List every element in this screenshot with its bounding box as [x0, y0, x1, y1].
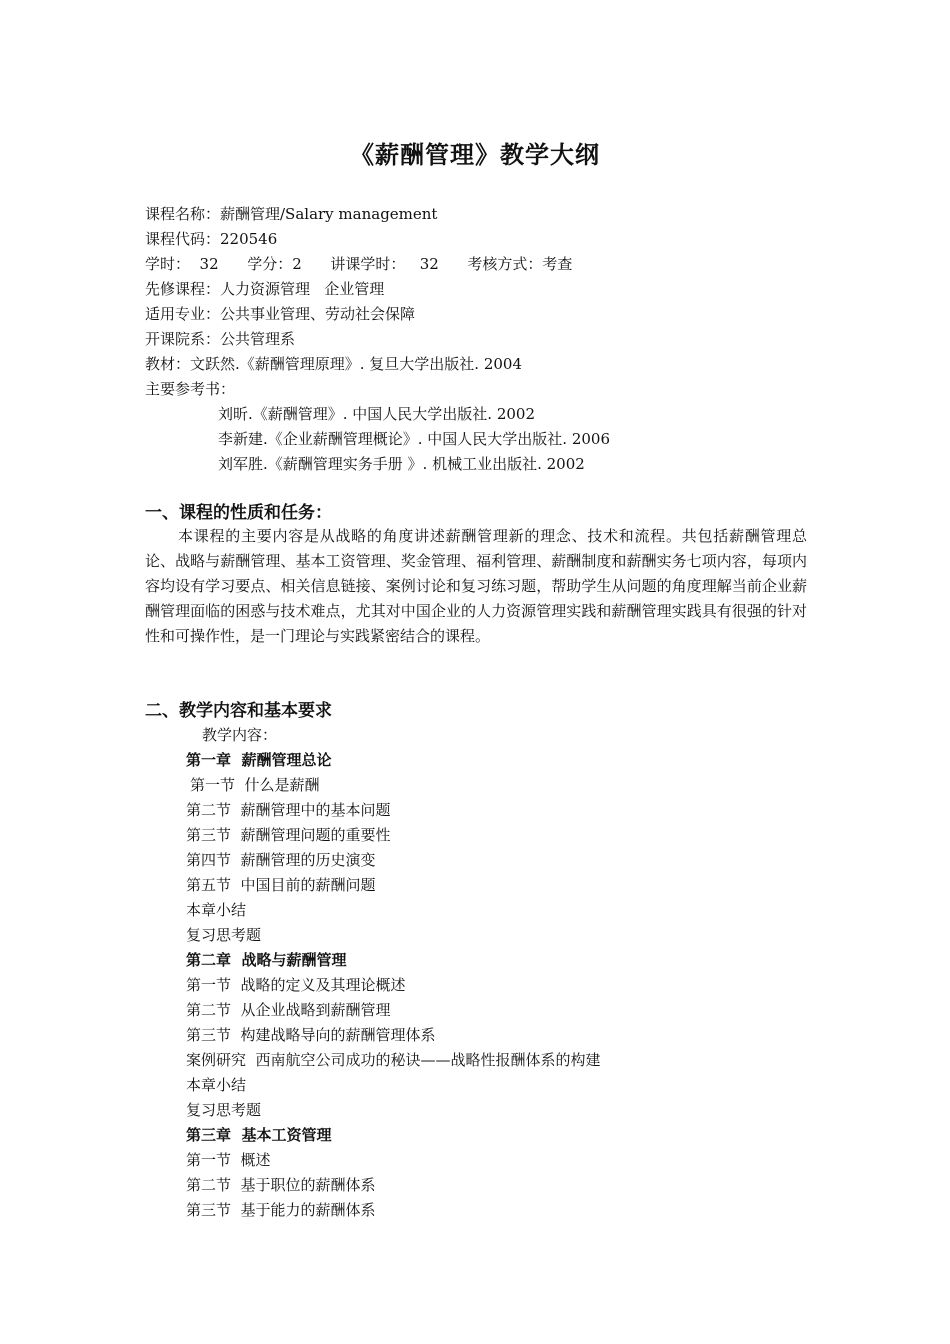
refs-label: 主要参考书：: [145, 380, 236, 398]
section-heading-content: 二、教学内容和基本要求: [145, 701, 332, 721]
course-info: [145, 202, 610, 477]
list-item: 第三节 基于能力的薪酬体系: [186, 1201, 376, 1219]
list-item: 第一节 什么是薪酬: [190, 776, 320, 794]
reference-item: 刘昕.《薪酬管理》. 中国人民大学出版社. 2002: [218, 405, 536, 423]
list-item: 第四节 薪酬管理的历史演变: [186, 851, 376, 869]
chapter-title: 第一章 薪酬管理总论: [186, 751, 332, 769]
applicable-majors: 适用专业：公共事业管理、劳动社会保障: [145, 305, 416, 323]
course-code: 课程代码：220546: [145, 230, 278, 248]
hours-credits: 学时： 32 学分：2 讲课学时： 32 考核方式：考查: [145, 255, 573, 273]
list-item: 本章小结: [186, 901, 247, 919]
chapter-title: 第二章 战略与薪酬管理: [186, 951, 347, 969]
reference-item: 李新建.《企业薪酬管理概论》. 中国人民大学出版社. 2006: [218, 430, 611, 448]
content-subheading: 教学内容：: [202, 726, 278, 744]
section-heading-nature: 一、课程的性质和任务：: [145, 503, 332, 523]
list-item: 第三节 构建战略导向的薪酬管理体系: [186, 1026, 436, 1044]
list-item: 第三节 薪酬管理问题的重要性: [186, 826, 391, 844]
list-item: 第二节 薪酬管理中的基本问题: [186, 801, 391, 819]
chapter-title: 第三章 基本工资管理: [186, 1126, 332, 1144]
list-item: 第五节 中国目前的薪酬问题: [186, 876, 376, 894]
list-item: 案例研究 西南航空公司成功的秘诀——战略性报酬体系的构建: [186, 1051, 601, 1069]
list-item: 第一节 战略的定义及其理论概述: [186, 976, 406, 994]
list-item: 复习思考题: [186, 1101, 262, 1119]
document-title: 《薪酬管理》教学大纲: [350, 140, 600, 169]
list-item: 本章小结: [186, 1076, 247, 1094]
list-item: 第二节 基于职位的薪酬体系: [186, 1176, 376, 1194]
course-name: 课程名称：薪酬管理/Salary management: [145, 205, 438, 223]
reference-item: 刘军胜.《薪酬管理实务手册 》. 机械工业出版社. 2002: [218, 455, 585, 473]
list-item: 复习思考题: [186, 926, 262, 944]
list-item: 第二节 从企业战略到薪酬管理: [186, 1001, 391, 1019]
course-description: 本课程的主要内容是从战略的角度讲述薪酬管理新的理念、技术和流程。共包括薪酬管理总论、战略与薪酬管理、基本工资管理、奖金管理、福利管理、薪酬制度和薪酬实务七项内容，每项内容均设有学习要点、相关信息链接、案例讨论和复习练习题，帮助学生从问题的角度理解当前企业薪酬管理面临的困惑与技术难点，尤其对中国企业的人力资源管理实践和薪酬管理实践具有很强的针对性和可操作性，是一门理论与实践紧密结合的课程。: [145, 527, 807, 645]
list-item: 第一节 概述: [186, 1151, 271, 1169]
department: 开课院系：公共管理系: [145, 330, 296, 348]
teaching-content: [186, 723, 601, 1223]
prerequisites: 先修课程：人力资源管理 企业管理: [145, 280, 385, 298]
textbook: 教材：文跃然.《薪酬管理原理》. 复旦大学出版社. 2004: [145, 355, 523, 373]
